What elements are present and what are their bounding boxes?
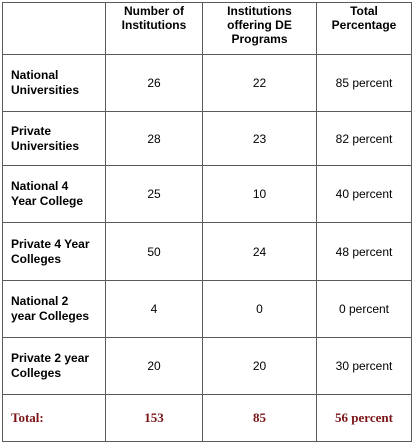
table-row [3,223,412,280]
row-label: Private 4 Year Colleges [3,223,106,280]
cell-offering-de: 0 [203,280,317,337]
total-percentage: 56 percent [317,394,412,441]
total-row [3,394,412,441]
row-label: National 4 Year College [3,166,106,223]
row-label: National 2 year Colleges [3,280,106,337]
header-row [3,3,412,55]
cell-institutions: 25 [106,166,203,223]
cell-offering-de: 23 [203,112,317,166]
header-institutions-offering-de: Institutions offering DE Programs [203,3,317,55]
total-offering-de: 85 [203,394,317,441]
table-row [3,280,412,337]
table-row [3,55,412,112]
cell-percentage: 0 percent [317,280,412,337]
row-label: Private Universities [3,112,106,166]
table-row [3,112,412,166]
header-number-of-institutions: Number of Institutions [106,3,203,55]
header-corner-cell [3,3,106,55]
table-row [3,166,412,223]
row-label: Private 2 year Colleges [3,337,106,394]
cell-percentage: 82 percent [317,112,412,166]
cell-institutions: 20 [106,337,203,394]
cell-percentage: 40 percent [317,166,412,223]
cell-percentage: 30 percent [317,337,412,394]
cell-offering-de: 22 [203,55,317,112]
cell-institutions: 26 [106,55,203,112]
institutions-table [2,2,412,442]
cell-institutions: 50 [106,223,203,280]
row-label: National Universities [3,55,106,112]
cell-institutions: 4 [106,280,203,337]
cell-institutions: 28 [106,112,203,166]
total-institutions: 153 [106,394,203,441]
cell-offering-de: 10 [203,166,317,223]
total-label: Total: [3,394,106,441]
cell-offering-de: 20 [203,337,317,394]
table-row [3,337,412,394]
header-total-percentage: Total Percentage [317,3,412,55]
cell-percentage: 85 percent [317,55,412,112]
cell-offering-de: 24 [203,223,317,280]
cell-percentage: 48 percent [317,223,412,280]
